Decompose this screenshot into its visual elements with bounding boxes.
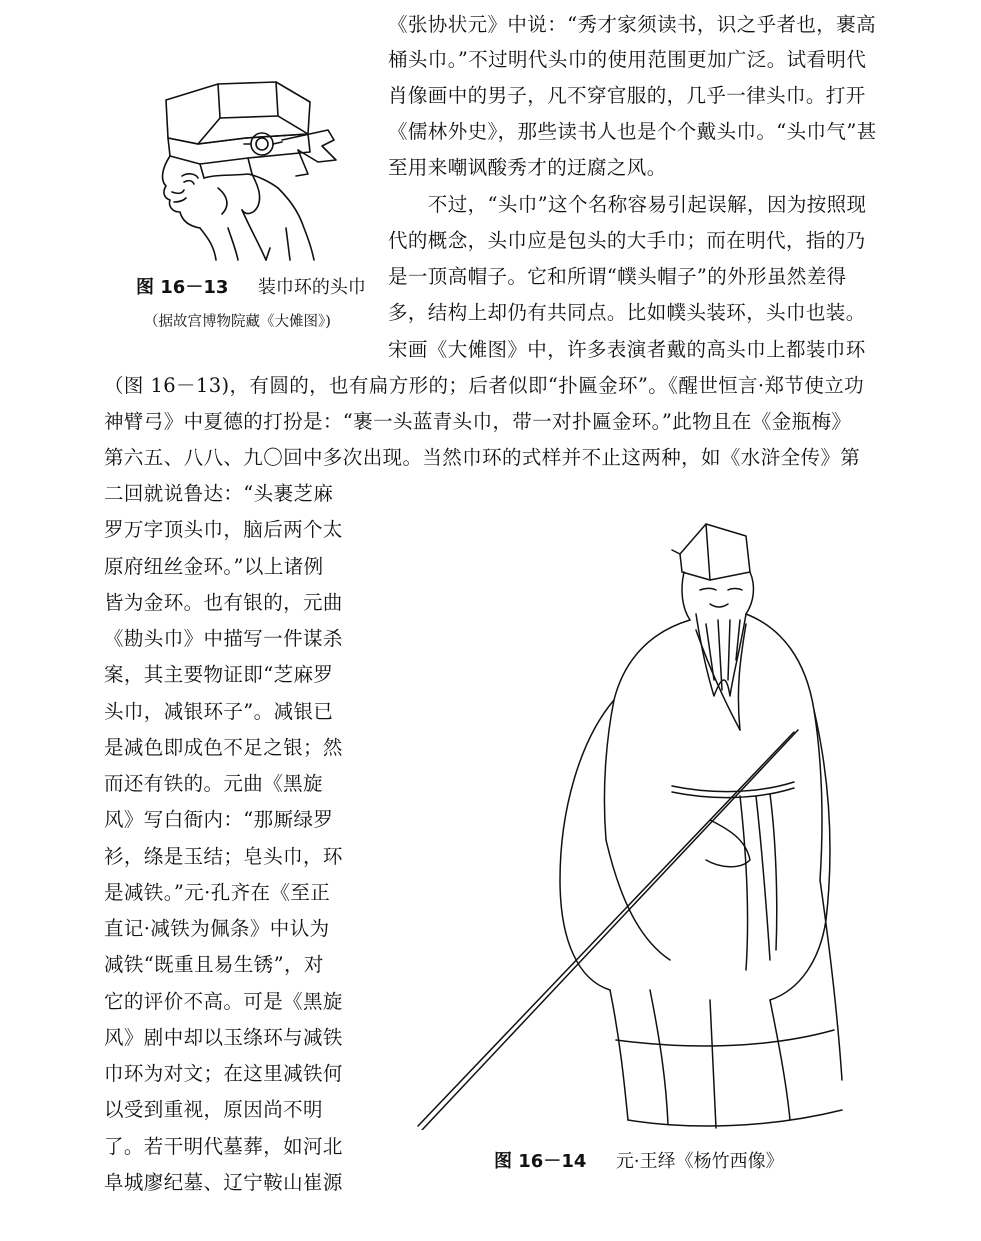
- figure-16-13-number: 图 16－13: [136, 277, 229, 298]
- text-line: 减铁“既重且易生锈”，对: [104, 953, 324, 976]
- figure-16-14-number: 图 16－14: [494, 1151, 587, 1172]
- figure-16-13-title: 装巾环的头巾: [257, 277, 366, 298]
- text-line: （图 16－13)，有圆的，也有扁方形的；后者似即“扑匾金环”。《醒世恒言·郑节使立功: [104, 374, 865, 397]
- figure-16-14-caption: [494, 1150, 784, 1174]
- text-line: 《勘头巾》中描写一件谋杀: [104, 627, 343, 650]
- text-line: 是一顶高帽子。它和所谓“幞头帽子”的外形虽然差得: [388, 265, 847, 288]
- text-line: 肖像画中的男子，凡不穿官服的，几乎一律头巾。打开: [388, 84, 866, 107]
- figure-16-13-illustration: [158, 78, 358, 263]
- figure-16-14-title: 元·王绎《杨竹西像》: [615, 1151, 784, 1172]
- text-line: 它的评价不高。可是《黑旋: [104, 990, 343, 1013]
- text-line: 不过，“头巾”这个名称容易引起误解，因为按照现: [388, 193, 867, 216]
- text-line: 是减色即成色不足之银；然: [104, 736, 343, 759]
- figure-16-14-illustration: [410, 520, 880, 1130]
- text-line: 了。若干明代墓葬，如河北: [104, 1135, 343, 1158]
- text-line: 巾环为对文；在这里减铁何: [104, 1062, 343, 1085]
- text-line: 《儒林外史》，那些读书人也是个个戴头巾。“头巾气”甚: [388, 120, 877, 143]
- text-line: 第六五、八八、九〇回中多次出现。当然巾环的式样并不止这两种，如《水浒全传》第: [104, 446, 861, 469]
- text-line: 直记·减铁为佩条》中认为: [104, 917, 330, 940]
- text-line: 而还有铁的。元曲《黑旋: [104, 772, 323, 795]
- text-line: 神臂弓》中夏德的打扮是：“裹一头蓝青头巾，带一对扑匾金环。”此物且在《金瓶梅》: [104, 410, 852, 433]
- text-line: 多，结构上却仍有共同点。比如幞头装环，头巾也装。: [388, 301, 866, 324]
- figure-16-13-caption: [136, 276, 366, 300]
- text-line: 头巾，减银环子”。减银已: [104, 700, 334, 723]
- figure-16-13-source: （据故宫博物院藏《大傩图》): [144, 314, 331, 330]
- text-line: 皆为金环。也有银的，元曲: [104, 591, 343, 614]
- text-line: 二回就说鲁达：“头裹芝麻: [104, 482, 334, 505]
- text-line: 是减铁。”元·孔齐在《至正: [104, 881, 331, 904]
- text-line: 案，其主要物证即“芝麻罗: [104, 663, 334, 686]
- text-line: 代的概念，头巾应是包头的大手巾；而在明代，指的乃: [388, 229, 866, 252]
- text-line: 风》写白衙内：“那厮绿罗: [104, 808, 334, 831]
- text-line: 《张协状元》中说：“秀才家须读书，识之乎者也，裹高: [388, 13, 876, 36]
- text-line: 桶头巾。”不过明代头巾的使用范围更加广泛。试看明代: [388, 48, 867, 71]
- text-line: 阜城廖纪墓、辽宁鞍山崔源: [104, 1171, 343, 1194]
- text-line: 衫，绦是玉结；皂头巾，环: [104, 845, 343, 868]
- text-line: 罗万字顶头巾，脑后两个太: [104, 518, 343, 541]
- text-line: 至用来嘲讽酸秀才的迂腐之风。: [388, 156, 667, 179]
- text-line: 风》剧中却以玉绦环与减铁: [104, 1026, 343, 1049]
- text-line: 宋画《大傩图》中，许多表演者戴的高头巾上都装巾环: [388, 338, 866, 361]
- text-line: 原府纽丝金环。”以上诸例: [104, 555, 324, 578]
- text-line: 以受到重视，原因尚不明: [104, 1098, 323, 1121]
